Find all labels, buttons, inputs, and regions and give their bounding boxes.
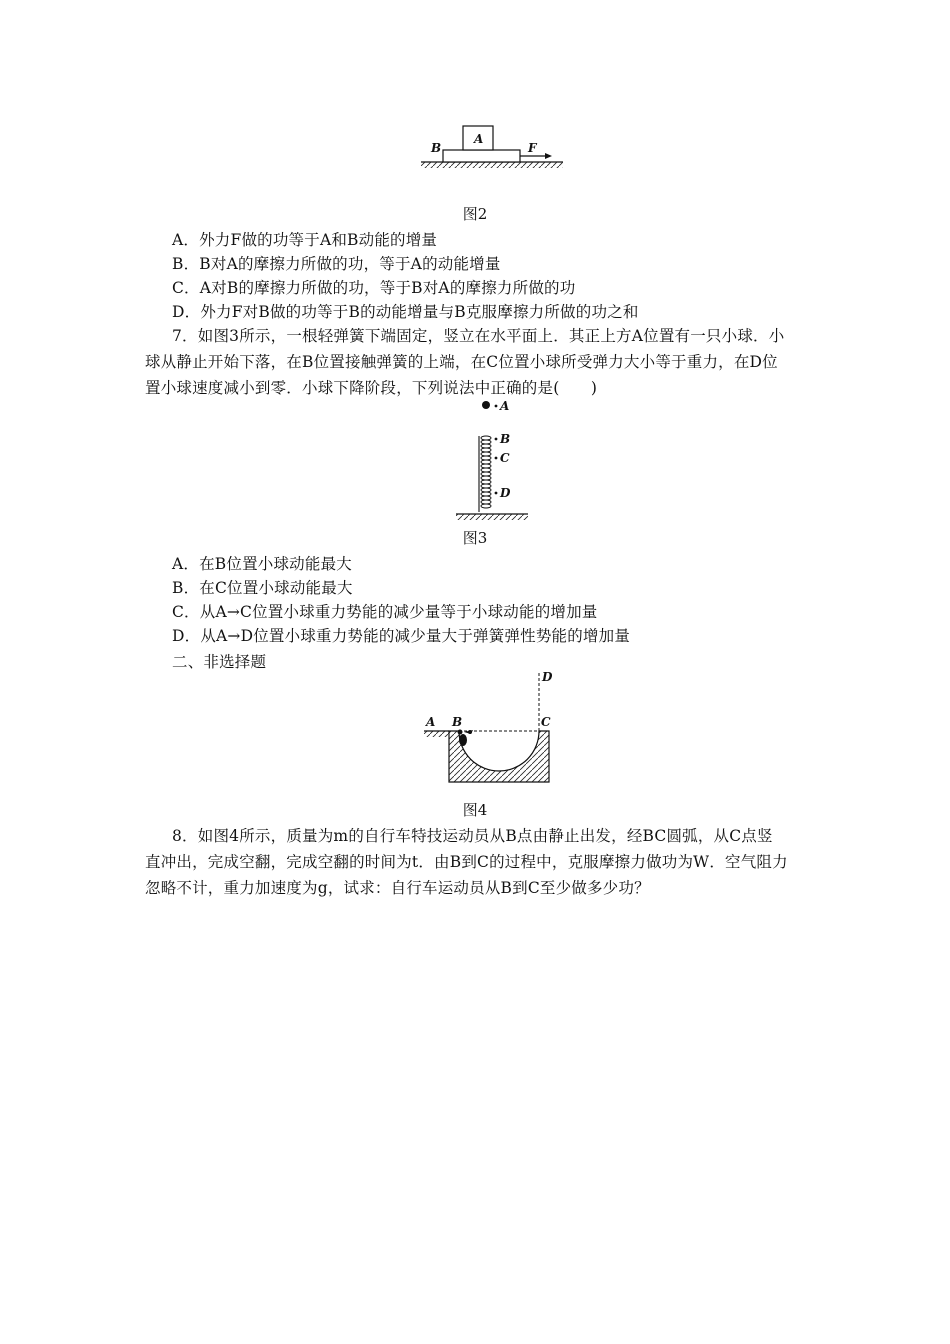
cyclist-icon (458, 730, 474, 747)
q7-option-d: D．从A→D位置小球重力势能的减少量大于弹簧弹性势能的增加量 (172, 627, 631, 645)
q6-option-d: D．外力F对B做的功等于B的动能增量与B克服摩擦力所做的功之和 (172, 303, 639, 321)
q7-option-b: B．在C位置小球动能最大 (172, 579, 353, 597)
q7-option-a: A．在B位置小球动能最大 (172, 555, 352, 573)
figure-3-caption: 图3 (462, 529, 488, 547)
figure-4-caption: 图4 (462, 801, 488, 819)
label-a: A (426, 715, 436, 729)
label-d: D (542, 670, 553, 684)
label-c: C (541, 715, 551, 729)
section-title: 二、非选择题 (172, 653, 267, 671)
q8-line-3: 忽略不计，重力加速度为g，试求：自行车运动员从B到C至少做多少功？ (145, 879, 650, 897)
block-b (443, 150, 520, 162)
figure-2-caption: 图2 (462, 205, 488, 223)
label-b: B (452, 715, 463, 729)
label-b: B (500, 432, 511, 446)
q8-line-2: 直冲出，完成空翻，完成空翻的时间为t．由B到C的过程中，克服摩擦力做功为W．空气阻力 (145, 853, 788, 871)
figure-4 (418, 668, 568, 786)
figure-3 (450, 396, 540, 524)
label-f: F (528, 141, 537, 155)
spring (481, 436, 491, 508)
ball (482, 401, 490, 409)
figure-2 (415, 118, 575, 178)
label-a: A (500, 399, 510, 413)
q7-stem-line-2: 球从静止开始下落，在B位置接触弹簧的上端，在C位置小球所受弹力大小等于重力，在D位 (145, 353, 778, 371)
q7-option-c: C．从A→C位置小球重力势能的减少量等于小球动能的增加量 (172, 603, 598, 621)
q8-line-1: 8．如图4所示，质量为m的自行车特技运动员从B点由静止出发，经BC圆弧，从C点竖 (172, 827, 773, 845)
q7-stem-line-1: 7．如图3所示，一根轻弹簧下端固定，竖立在水平面上．其正上方A位置有一只小球．小 (172, 327, 785, 345)
label-b: B (431, 141, 442, 155)
q6-option-c: C．A对B的摩擦力所做的功，等于B对A的摩擦力所做的功 (172, 279, 576, 297)
label-d: D (500, 486, 511, 500)
q6-option-b: B．B对A的摩擦力所做的功，等于A的动能增量 (172, 255, 501, 273)
q6-option-a: A．外力F做的功等于A和B动能的增量 (172, 231, 438, 249)
label-c: C (500, 451, 510, 465)
q7-stem-line-3: 置小球速度减小到零．小球下降阶段，下列说法中正确的是( ) (145, 379, 598, 397)
label-a: A (474, 132, 484, 146)
